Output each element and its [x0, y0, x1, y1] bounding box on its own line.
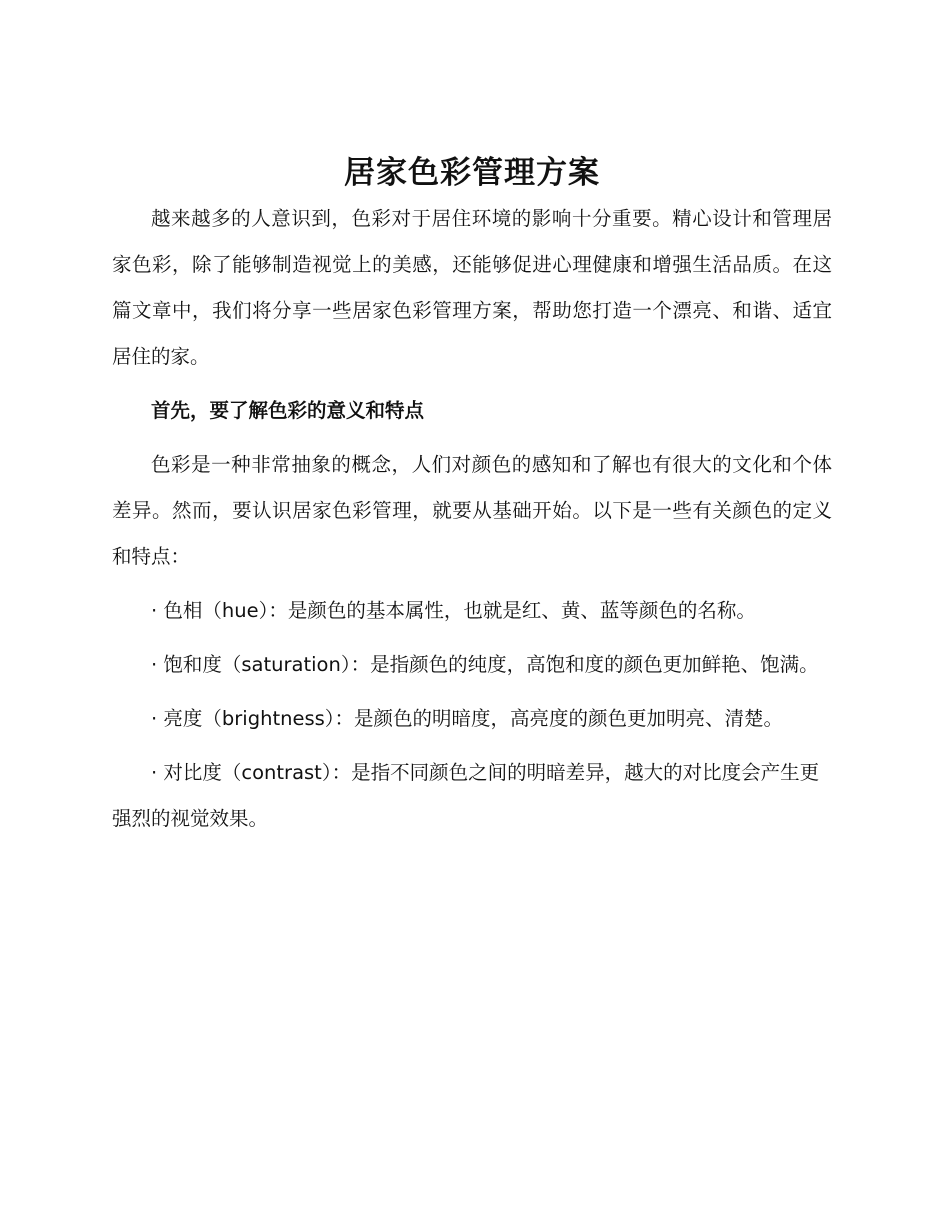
bullet-item-contrast: · 对比度（contrast）：是指不同颜色之间的明暗差异，越大的对比度会产生更强烈的视觉效果。: [112, 761, 820, 830]
bullet-item-saturation: · 饱和度（saturation）：是指颜色的纯度，高饱和度的颜色更加鲜艳、饱满。: [151, 653, 819, 676]
section-heading: 首先，要了解色彩的意义和特点: [151, 399, 425, 422]
bullet-item-brightness: · 亮度（brightness）：是颜色的明暗度，高亮度的颜色更加明亮、清楚。: [151, 707, 784, 730]
section-paragraph: 色彩是一种非常抽象的概念，人们对颜色的感知和了解也有很大的文化和个体差异。然而，要认识居家色彩管理，就要从基础开始。以下是一些有关颜色的定义和特点：: [112, 453, 832, 568]
document-content: [112, 150, 832, 850]
bullet-item-hue: · 色相（hue）：是颜色的基本属性，也就是红、黄、蓝等颜色的名称。: [151, 599, 756, 622]
intro-paragraph: 越来越多的人意识到，色彩对于居住环境的影响十分重要。精心设计和管理居家色彩，除了能够制造视觉上的美感，还能够促进心理健康和增强生活品质。在这篇文章中，我们将分享一些居家色彩管理方案，帮助您打造一个漂亮、和谐、适宜居住的家。: [112, 207, 832, 368]
page-title: 居家色彩管理方案: [344, 155, 600, 191]
